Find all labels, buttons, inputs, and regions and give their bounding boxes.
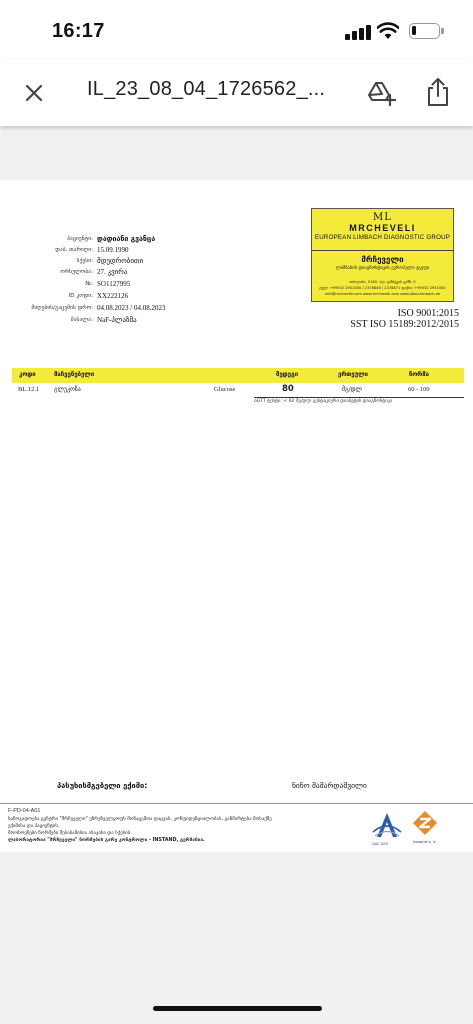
status-time: 16:17	[52, 20, 105, 42]
logo-mark: ML	[373, 212, 392, 223]
dates-label: მიღების/გაცემის დრო:	[31, 305, 93, 311]
row-parameter-en: Glucose	[214, 386, 236, 393]
iso-line-1: ISO 9001:2015	[397, 308, 459, 319]
results-table-header	[12, 368, 464, 383]
row-divider	[254, 397, 464, 398]
lab-logo	[311, 208, 454, 302]
logo-phones: ტელ: +99532 2931000 / 2378848 / 2378871 ფაქსი: +99532 2931000	[319, 286, 446, 290]
col-norm: ნორმა	[409, 371, 429, 378]
close-icon[interactable]	[22, 81, 46, 105]
pdf-page	[0, 180, 473, 852]
responsible-doctor-name: ნინო მამარდაშვილი	[292, 781, 367, 790]
row-unit: მგ/დლ	[342, 386, 362, 393]
birthdate-label: დაბ. თარიღი:	[55, 247, 93, 253]
instand-logo-icon	[412, 810, 438, 836]
logo-name: MRCHEVELI	[349, 223, 416, 233]
footer-line-3: მოთხოვნები ნორმები შესაბამისია ასაკისა და სქესის.	[8, 831, 132, 836]
row-parameter: გლუკოზა	[54, 386, 81, 393]
viewer-header	[0, 60, 473, 126]
row-note: oGTT ტესტი: < 92 მგ/დლ გესტაციური დიაბეტის დიაგნოსტიკა	[254, 399, 393, 404]
dates-value: 04.08.2023 / 04.08.2023	[97, 304, 166, 312]
footer-line-4: ლაბორატორია "მრჩეველი" ნორმების გარე კონტროლი - INSTAND, გერმანია.	[8, 838, 205, 843]
logo-geo-name: მრჩეველი	[361, 255, 404, 264]
pregnancy-label: ორსულობა:	[60, 269, 93, 275]
logo-address: თბილისი, 0160, ალ. ყაზბეგის გამზ. 9	[349, 280, 416, 284]
patient-name: დადიანი გვანცა	[97, 235, 156, 243]
sex-value: მდედრობითი	[97, 257, 144, 265]
birthdate-value: 15.09.1990	[97, 246, 129, 254]
accreditation-logo-icon	[370, 810, 404, 842]
signal-icon	[345, 24, 371, 40]
responsible-doctor-label: პასუხისმგებელი ექიმი:	[57, 781, 148, 790]
wifi-icon	[377, 22, 399, 40]
share-icon[interactable]	[425, 77, 451, 107]
home-indicator[interactable]	[153, 1006, 322, 1011]
number-value: SO1127995	[97, 280, 131, 288]
file-title: IL_23_08_04_1726562_...	[87, 78, 326, 100]
logo-geo-sub: ლიმბახის დიაგნოსტიკის ევროპული ჯგუფი	[335, 266, 430, 271]
col-code: კოდი	[19, 371, 36, 378]
sex-label: სქესი:	[76, 258, 93, 264]
id-value: XX222126	[97, 292, 129, 300]
id-label: ID კოდი:	[68, 293, 93, 299]
col-result: შედეგი	[276, 371, 299, 378]
battery-cap	[441, 28, 444, 34]
patient-label: პაციენტი:	[67, 236, 93, 242]
row-norm: 60 - 100	[408, 386, 430, 393]
number-label: №:	[85, 281, 93, 287]
iso-line-2: SST ISO 15189:2012/2015	[350, 319, 459, 330]
row-result: 80	[282, 384, 294, 394]
logo-web: info@mrcheveli.com www.mrcheveli.com www.labor-limbach.de	[324, 292, 440, 296]
footer-divider	[0, 803, 473, 804]
pregnancy-value: 27. კვირა	[97, 268, 128, 276]
form-code: F-PD-04-A01	[8, 808, 41, 814]
add-to-drive-icon[interactable]	[367, 79, 397, 107]
logo-header	[312, 209, 453, 251]
material-value: NaF-პლაზმა	[97, 316, 137, 324]
footer-line-1: საზოგადოება ცენტრი "მრჩეველი" უზრუნველყოფს მონაცემთა დაცვას, კონფიდენციალობას. განმარტება მოსაქმე	[8, 817, 272, 822]
logo-group: EUROPEAN LIMBACH DIAGNOSTIC GROUP	[314, 234, 451, 241]
col-parameter: მაჩვენებელი	[54, 371, 95, 378]
footer-line-2: ექიმისა და პაციენტის.	[8, 824, 60, 829]
material-label: მასალა:	[70, 317, 93, 323]
row-code: BL.12.1	[18, 386, 40, 393]
status-bar	[0, 0, 473, 60]
col-unit: ერთეული	[338, 371, 368, 378]
accreditation-caption: GAC GEO	[372, 842, 389, 846]
instand-caption: Instand e. V.	[413, 839, 437, 844]
battery-icon	[409, 23, 440, 39]
